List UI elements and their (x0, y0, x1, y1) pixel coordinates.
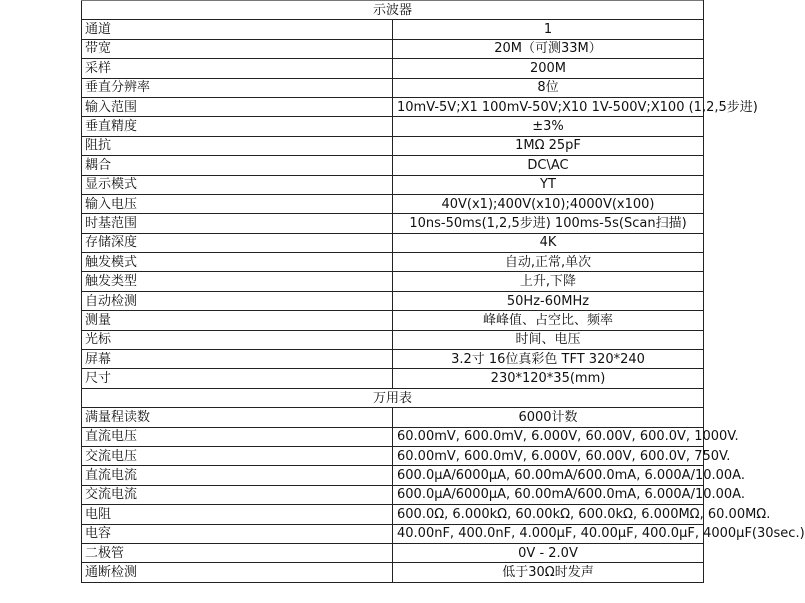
spec-label: 时基范围 (82, 214, 393, 233)
spec-row (82, 485, 704, 504)
spec-label: 垂直分辨率 (82, 78, 393, 97)
spec-row (82, 78, 704, 97)
spec-value: 20M（可测33M） (393, 39, 704, 58)
spec-value: 50Hz-60MHz (393, 291, 704, 310)
spec-value: 600.0Ω, 6.000kΩ, 60.00kΩ, 600.0kΩ, 6.000MΩ, 60.00MΩ. (393, 505, 704, 524)
spec-row (82, 408, 704, 427)
spec-row (82, 505, 704, 524)
spec-row (82, 59, 704, 78)
section-header-row (82, 388, 704, 407)
spec-row (82, 291, 704, 310)
spec-row (82, 369, 704, 388)
spec-row (82, 253, 704, 272)
spec-row (82, 543, 704, 562)
spec-label: 测量 (82, 311, 393, 330)
spec-label: 直流电流 (82, 466, 393, 485)
spec-value: 1MΩ 25pF (393, 136, 704, 155)
spec-row (82, 427, 704, 446)
spec-label: 垂直精度 (82, 117, 393, 136)
spec-row (82, 466, 704, 485)
spec-label: 通断检测 (82, 563, 393, 582)
spec-row (82, 272, 704, 291)
spec-label: 采样 (82, 59, 393, 78)
spec-label: 耦合 (82, 156, 393, 175)
spec-value: 上升,下降 (393, 272, 704, 291)
spec-row (82, 446, 704, 465)
spec-row (82, 350, 704, 369)
spec-row (82, 175, 704, 194)
spec-value: 时间、电压 (393, 330, 704, 349)
spec-row (82, 117, 704, 136)
spec-label: 交流电流 (82, 485, 393, 504)
section-header-row (82, 1, 704, 20)
spec-value: 10ns-50ms(1,2,5步进) 100ms-5s(Scan扫描) (393, 214, 704, 233)
spec-row (82, 194, 704, 213)
spec-value: ±3% (393, 117, 704, 136)
spec-label: 触发模式 (82, 253, 393, 272)
spec-label: 带宽 (82, 39, 393, 58)
section-title: 示波器 (82, 1, 704, 20)
spec-value: 0V - 2.0V (393, 543, 704, 562)
spec-label: 尺寸 (82, 369, 393, 388)
spec-label: 直流电压 (82, 427, 393, 446)
spec-table-body (82, 1, 805, 583)
spec-value: YT (393, 175, 704, 194)
spec-value: 低于30Ω时发声 (393, 563, 704, 582)
spec-label: 光标 (82, 330, 393, 349)
spec-label: 二极管 (82, 543, 393, 562)
spec-value: 自动,正常,单次 (393, 253, 704, 272)
spec-value: 40.00nF, 400.0nF, 4.000μF, 40.00μF, 400.0μF, 4000μF(30sec.) (393, 524, 704, 543)
spec-row (82, 20, 704, 39)
spec-table (81, 0, 805, 583)
spec-row (82, 97, 704, 116)
spec-label: 自动检测 (82, 291, 393, 310)
spec-label: 显示模式 (82, 175, 393, 194)
spec-value: 200M (393, 59, 704, 78)
spec-value: 4K (393, 233, 704, 252)
spec-row (82, 214, 704, 233)
spec-value: 10mV-5V;X1 100mV-50V;X10 1V-500V;X100 (1,2,5步进) (393, 97, 704, 116)
spec-label: 电阻 (82, 505, 393, 524)
spec-value: 1 (393, 20, 704, 39)
spec-label: 屏幕 (82, 350, 393, 369)
spec-label: 交流电压 (82, 446, 393, 465)
spec-label: 通道 (82, 20, 393, 39)
spec-row (82, 524, 704, 543)
spec-value: 40V(x1);400V(x10);4000V(x100) (393, 194, 704, 213)
spec-value: 600.0μA/6000μA, 60.00mA/600.0mA, 6.000A/10.00A. (393, 466, 704, 485)
spec-label: 阻抗 (82, 136, 393, 155)
spec-label: 输入范围 (82, 97, 393, 116)
spec-label: 输入电压 (82, 194, 393, 213)
spec-row (82, 156, 704, 175)
spec-row (82, 136, 704, 155)
spec-value: 6000计数 (393, 408, 704, 427)
spec-value: 600.0μA/6000μA, 60.00mA/600.0mA, 6.000A/10.00A. (393, 485, 704, 504)
spec-value: 60.00mV, 600.0mV, 6.000V, 60.00V, 600.0V, 1000V. (393, 427, 704, 446)
spec-row (82, 311, 704, 330)
spec-row (82, 330, 704, 349)
spec-label: 存储深度 (82, 233, 393, 252)
spec-value: 3.2寸 16位真彩色 TFT 320*240 (393, 350, 704, 369)
spec-label: 满量程读数 (82, 408, 393, 427)
spec-value: 230*120*35(mm) (393, 369, 704, 388)
spec-value: 60.00mV, 600.0mV, 6.000V, 60.00V, 600.0V, 750V. (393, 446, 704, 465)
spec-value: 峰峰值、占空比、频率 (393, 311, 704, 330)
spec-value: DC\AC (393, 156, 704, 175)
spec-label: 触发类型 (82, 272, 393, 291)
spec-label: 电容 (82, 524, 393, 543)
spec-value: 8位 (393, 78, 704, 97)
section-title: 万用表 (82, 388, 704, 407)
spec-row (82, 563, 704, 582)
spec-row (82, 39, 704, 58)
spec-row (82, 233, 704, 252)
